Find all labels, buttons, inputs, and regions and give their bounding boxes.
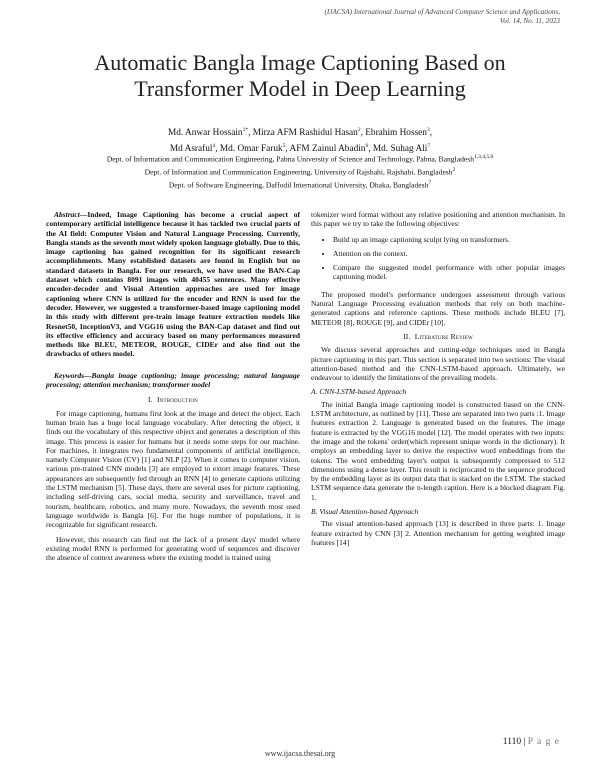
objective-item: • Attention on the context. xyxy=(333,249,565,258)
section-heading-introduction: I. Introduction xyxy=(148,395,198,405)
author-name: Md. Omar Faruk xyxy=(219,143,283,154)
left-column xyxy=(46,210,300,567)
author-name: Md. Suhag Ali xyxy=(372,143,428,154)
cnn-lstm-paragraph: The initial Bangla image captioning model is constructed based on the CNN-LSTM architecture, as outlined by [11]. These are separated into two parts :1. Image features extraction 2. Language is generated based on the features. The image feature is extracted by the VGG16 model [12]. The model operates with two inputs: the image and the tokens' order(which represent unique words in the dictionary). It employs an embedding layer to derive the respective word embeddings from the tokens. The word embedding layer's output is subsequently compressed to 512 dimensions using a dense layer. This result is reciprocated to the sequence produced by the embedding layer as its output data that is stacked on the LSTM. The stacked LSTM sequence data generate the n-length caption. Here is a blocked diagram Fig. 1. xyxy=(311,399,565,502)
abstract: Abstract—Indeed, Image Captioning has become a crucial aspect of contemporary artificial intelligence because it has tackled two crucial parts of the AI field: Computer Vision and Natural Language Processing. Currently, Bangla stands as the seventh most widely spoken language globally. Due to this, image captioning has gained recognition for its significant research accomplishments. Many established datasets are found in English but no standard datasets in Bangla. For our research, we have used the BAN-Cap dataset which contains 8091 images with 40455 sentences. Many effective encoder-decoder and Visual Attention approaches are used for image captioning where CNN is utilized for the encoder and RNN is used for the decoder. However, we suggested a transformer-based image captioning model in this study with different pre-train image feature extraction models like Resnet50, InceptionV3, and VGG16 using the BAN-Cap dataset and find out its effective efficiency and accuracy based on many performances measured methods like BLEU, METEOR, ROUGE, CIDEr and also find out the drawbacks of others model. xyxy=(46,210,300,359)
visual-attention-paragraph: The visual attention-based approach [13] is described in three parts: 1. Image feature extracted by CNN [3] 2. Attention mechanism for getting weighted image features [14] xyxy=(311,519,565,547)
author-name: Md. Anwar Hossain xyxy=(167,128,243,139)
author-name: Md Asraful xyxy=(169,143,213,154)
objective-item: • Compare the suggested model performance with other popular images captioning model. xyxy=(333,263,565,282)
subsection-heading-cnn-lstm: A. CNN-LSTM-based Approach xyxy=(311,387,407,397)
abstract-text: Indeed, Image Captioning has become a crucial aspect of contemporary artificial intelligence because it has tackled two crucial parts of the AI field: Computer Vision and Natural Language Processing. Currently, Bangla stands as the seventh most widely spoken language globally. Due to this, image captioning has gained recognition for its significant research accomplishments. Many established datasets are found in English but no standard datasets in Bangla. For our research, we have used the BAN-Cap dataset which contains 8091 images with 40455 sentences. Many effective encoder-decoder and Visual Attention approaches are used for image captioning where CNN is utilized for the encoder and RNN is used for the decoder. However, we suggested a transformer-based image captioning model in this study with different pre-train image feature extraction models like Resnet50, InceptionV3, and VGG16 using the BAN-Cap dataset and find out its effective efficiency and accuracy based on many performances measured methods like BLEU, METEOR, ROUGE, CIDEr and also find out the drawbacks of others model. xyxy=(46,210,300,359)
intro-paragraph-2: However, this research can find out the lack of a present days' model where existing model RNN is performed for generating word of sequences and discover the absence of context awareness where the existing model is trained using xyxy=(46,534,300,563)
subsection-heading-visual-attention: B. Visual Attention-based Approach xyxy=(311,507,419,517)
author-name: AFM Zainul Abadin xyxy=(289,143,366,154)
author-mark: 2 xyxy=(357,127,361,133)
right-column xyxy=(311,210,565,552)
objective-item: • Build up an image captioning sculpt lying on transformers. xyxy=(333,235,565,244)
author-mark: 1* xyxy=(242,127,249,133)
author-line-2: Md Asraful$^4$, Md. Omar Faruk$^5$, AFM Zainul Abadin$^6$, Md. Suhag Ali$^7$ xyxy=(169,142,431,154)
author-mark: 7 xyxy=(427,142,431,149)
affiliation: Dept. of Information and Communication Engineering, Pabna University of Science and Technology, Pabna, Bangladesh$^{1,3,4,5,6}$ xyxy=(106,154,494,164)
journal-url: www.ijacsa.thesai.org xyxy=(264,749,336,758)
section-heading-literature-review: II. Literature Review xyxy=(403,331,473,341)
journal-header xyxy=(260,8,560,26)
author-mark: 5 xyxy=(282,142,286,149)
objectives-list xyxy=(311,235,565,282)
keywords: Keywords—Bangla image captioning; image processing; natural language processing; attention mechanism; transformer model xyxy=(46,370,300,390)
intro-continuation: tokenizer word format without any relative positioning and attention mechanism. In this paper we try to take the following objectives: xyxy=(311,210,565,229)
author-mark: 3 xyxy=(426,127,430,133)
abstract-label: Abstract xyxy=(54,210,80,219)
page-number: 1110 | P a g e xyxy=(502,737,560,747)
author-mark: 4 xyxy=(212,142,216,149)
keywords-text: Bangla image captioning; image processing; natural language processing; attention mechanism; transformer model xyxy=(46,370,300,390)
author-line-1: Md. Anwar Hossain$^{1*}$, Mirza AFM Rashidul Hasan$^2$, Ebrahim Hossen$^3$, xyxy=(167,127,433,139)
author-mark: 6 xyxy=(365,142,369,149)
keywords-label: Keywords xyxy=(54,370,84,380)
author-name: Mirza AFM Rashidul Hasan xyxy=(252,128,358,139)
affiliation-list xyxy=(30,152,570,191)
author-name: Ebrahim Hossen xyxy=(365,128,427,139)
author-list xyxy=(40,124,560,155)
journal-name: (IJACSA) International Journal of Advanced Computer Science and Applications, xyxy=(324,8,560,16)
literature-paragraph: We discuss several approaches and cutting-edge techniques used in Bangla picture captioning in this part. This section is separated into two sections: The visual attention-based method and the CNN-LSTM-based approach. Ultimately, we endeavour to identify the limitations of the prevailing models. xyxy=(311,345,565,383)
paper-title: Automatic Bangla Image Captioning Based on Transformer Model in Deep Learning xyxy=(94,50,506,101)
affiliation: Dept. of Software Engineering, Daffodil International University, Dhaka, Bangladesh$^7$ xyxy=(168,180,432,190)
performance-paragraph: The proposed model's performance undergoes assessment through various Natural Language Processing evaluation methods that rely on both machine-generated captions and reference captions. These methods include BLEU [7], METEOR [8], ROUGE [9], and CIDEr [10]. xyxy=(311,289,565,327)
journal-volume: Vol. 14, No. 11, 2023 xyxy=(499,17,560,25)
intro-paragraph-1: For image captioning, humans first look at the image and detect the object. Each human brain has a huge local language vocabulary. After detecting the object, it finds out the vocabulary of this respective object and generates a description of this image. This process is easier for humans but it needs some steps for our machine. For machines, it integrates two fundamental components of artificial intelligence, namely Computer Vision (CV) [1] and NLP [2]. When it comes to computer vision, various pre-trained CNN models [3] are employed to extort image features. These appearances are subsequently fed through an RNN [4] to generate captions utilizing the LSTM mechanism [5]. These days, there are several uses for picture captioning, including self-driving cars, social media, security and surveillance, travel and tourism, healthcare, robotics, and many more. Nowadays, the seventh most used language worldwide is Bangla [6]. For the huge number of populations, it is recognizable for significant research. xyxy=(46,408,300,530)
affiliation: Dept. of Information and Communication Engineering, University of Rajshahi, Rajshahi, Bangladesh$^2$ xyxy=(144,167,456,177)
